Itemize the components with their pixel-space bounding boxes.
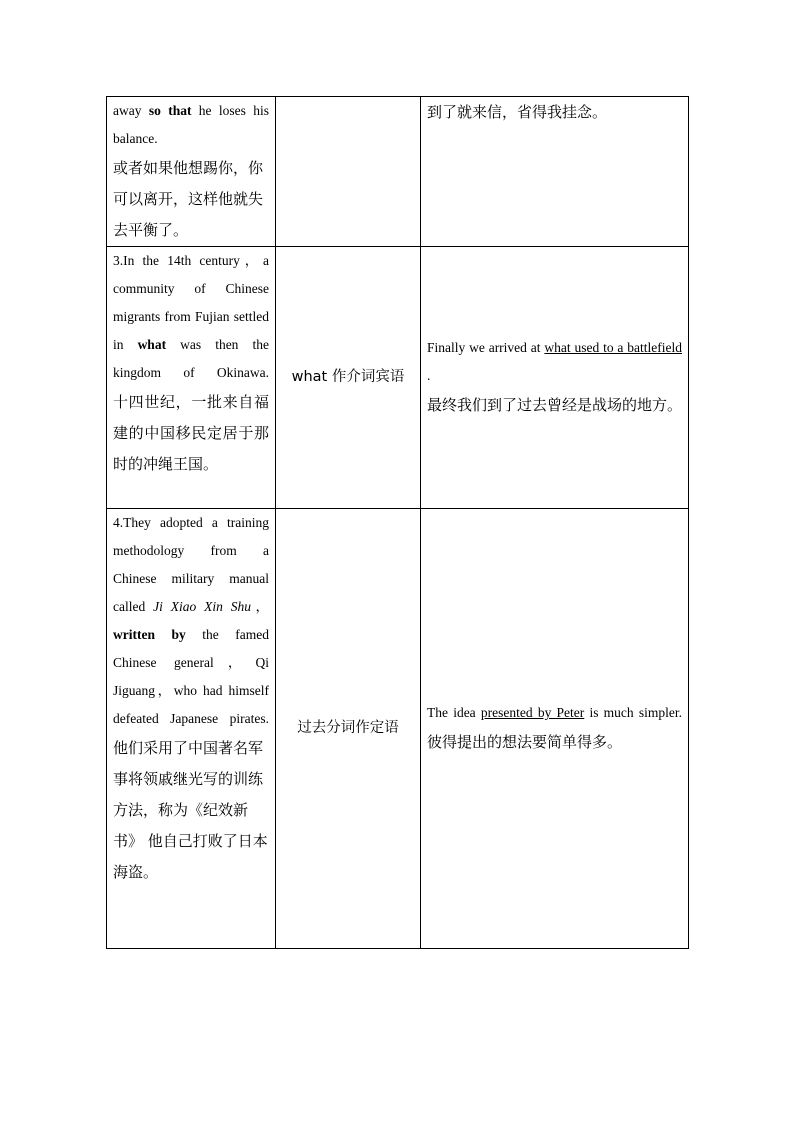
- extra-example-cell: [421, 97, 689, 247]
- grammar-point: what 作介词宾语: [291, 369, 405, 385]
- extra-sentence-en: The idea presented by Peter is much simpler.: [427, 705, 682, 720]
- example-sentence-en: 4.They adopted a training methodology from a Chinese military manual called Ji Xiao Xin Shu，written by the famed Chinese general，Qi Jiguang，who had himself defeated Japanese pirates.: [113, 515, 269, 726]
- table-row: [107, 509, 689, 949]
- example-sentence-zh: 他们采用了中国著名军事将领戚继光写的训练方法，称为《纪效新书》 他自己打败了日本海盗。: [113, 739, 268, 881]
- keyword: so that: [148, 103, 192, 118]
- grammar-point: 过去分词作定语: [297, 720, 399, 736]
- example-cell: [107, 97, 276, 247]
- extra-sentence-en: Finally we arrived at what used to a battlefield .: [427, 340, 682, 383]
- grammar-cell: [276, 509, 421, 949]
- example-cell: [107, 247, 276, 509]
- example-sentence-en: away so that he loses his balance.: [113, 103, 269, 146]
- grammar-cell: [276, 247, 421, 509]
- example-sentence-zh: 十四世纪，一批来自福建的中国移民定居于那时的冲绳王国。: [113, 393, 269, 473]
- underlined-phrase: what used to a battlefield: [544, 340, 682, 355]
- extra-example-cell: [421, 509, 689, 949]
- extra-example-cell: [421, 247, 689, 509]
- extra-sentence-zh: 最终我们到了过去曾经是战场的地方。: [427, 396, 683, 414]
- table-row: [107, 97, 689, 247]
- table-row: [107, 247, 689, 509]
- example-sentence-zh: 或者如果他想踢你，你可以离开，这样他就失去平衡了。: [113, 159, 264, 239]
- grammar-table: [106, 96, 689, 949]
- keyword: written by: [113, 627, 186, 642]
- extra-sentence-zh: 彼得提出的想法要简单得多。: [427, 733, 623, 751]
- book-title: Ji Xiao Xin Shu: [153, 599, 251, 614]
- keyword: what: [137, 337, 167, 352]
- extra-sentence-zh: 到了就来信，省得我挂念。: [427, 103, 608, 121]
- underlined-phrase: presented by Peter: [480, 705, 585, 720]
- example-cell: [107, 509, 276, 949]
- grammar-cell: [276, 97, 421, 247]
- example-sentence-en: 3.In the 14th century，a community of Chinese migrants from Fujian settled in what was then the kingdom of Okinawa.: [113, 253, 269, 380]
